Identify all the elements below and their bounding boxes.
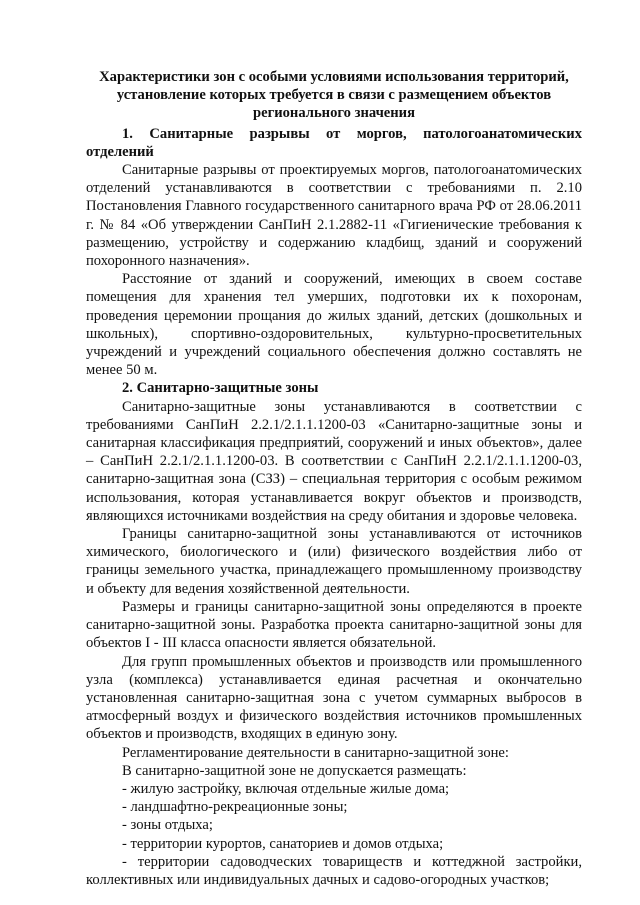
section-1-paragraph: Расстояние от зданий и сооружений, имеющих в своем составе помещения для хранения тел умерших, подготовки их к похоронам, проведения церемонии прощания до жилых зданий, детских (дошкольных и школьных), спортивно-оздоровительных, культурно-просветительных учреждений и учреждений социального обеспечения должно составлять не менее 50 м.: [86, 271, 582, 379]
document-title: Характеристики зон с особыми условиями использования территорий, установление которых требуется в связи с размещением объектов регионального значения: [99, 69, 569, 122]
list-item: - зоны отдыха;: [122, 817, 213, 834]
section-2-paragraph: Размеры и границы санитарно-защитной зоны определяются в проекте санитарно-защитной зоны. Разработка проекта санитарно-защитной зоны для объектов I - III класса опасности является обязательной.: [86, 598, 582, 652]
list-item: - территории садоводческих товариществ и коттеджной застройки, коллективных или индивидуальных дачных и садово-огородных участков;: [86, 853, 582, 888]
section-1-paragraph: Санитарные разрывы от проектируемых моргов, патологоанатомических отделений устанавливаются в соответствии с требованиями п. 2.10 Постановления Главного государственного санитарного врача РФ от 28.06.2011 г. № 84 «Об утверждении СанПиН 2.1.2882-11 «Гигиенические требования к размещению, устройству и содержанию кладбищ, зданий и сооружений похоронного назначения».: [86, 162, 582, 270]
section-2-paragraph: Санитарно-защитные зоны устанавливаются в соответствии с требованиями СанПиН 2.2.1/2.1.1.1200-03 «Санитарно-защитные зоны и санитарная классификация предприятий, сооружений и иных объектов», далее – СанПиН 2.2.1/2.1.1.1200-03. В соответствии с СанПиН 2.2.1/2.1.1.1200-03, санитарно-защитная зона (СЗЗ) – специальная территория с особым режимом использования, которая устанавливается вокруг объектов и производств, являющихся источниками воздействия на среду обитания и здоровье человека.: [86, 398, 582, 524]
section-1-heading: 1. Санитарные разрывы от моргов, патологоанатомических отделений: [86, 125, 582, 160]
list-item: - жилую застройку, включая отдельные жилые дома;: [122, 780, 450, 797]
section-2-paragraph: В санитарно-защитной зоне не допускается размещать:: [122, 762, 467, 779]
list-item: - ландшафтно-рекреационные зоны;: [122, 799, 348, 816]
section-2-paragraph: Для групп промышленных объектов и производств или промышленного узла (комплекса) устанавливается единая расчетная и окончательно установленная санитарно-защитная зона с учетом суммарных выбросов в атмосферный воздух и физического воздействия источников промышленных объектов и производств, входящих в единую зону.: [86, 653, 582, 743]
section-2-paragraph: Регламентирование деятельности в санитарно-защитной зоне:: [122, 744, 509, 761]
list-item: - территории курортов, санаториев и домов отдыха;: [122, 835, 444, 852]
section-2-paragraph: Границы санитарно-защитной зоны устанавливаются от источников химического, биологического и (или) физического воздействия либо от границы земельного участка, принадлежащего промышленному производству и объекту для ведения хозяйственной деятельности.: [86, 526, 582, 597]
section-2-heading: 2. Санитарно-защитные зоны: [122, 380, 319, 397]
